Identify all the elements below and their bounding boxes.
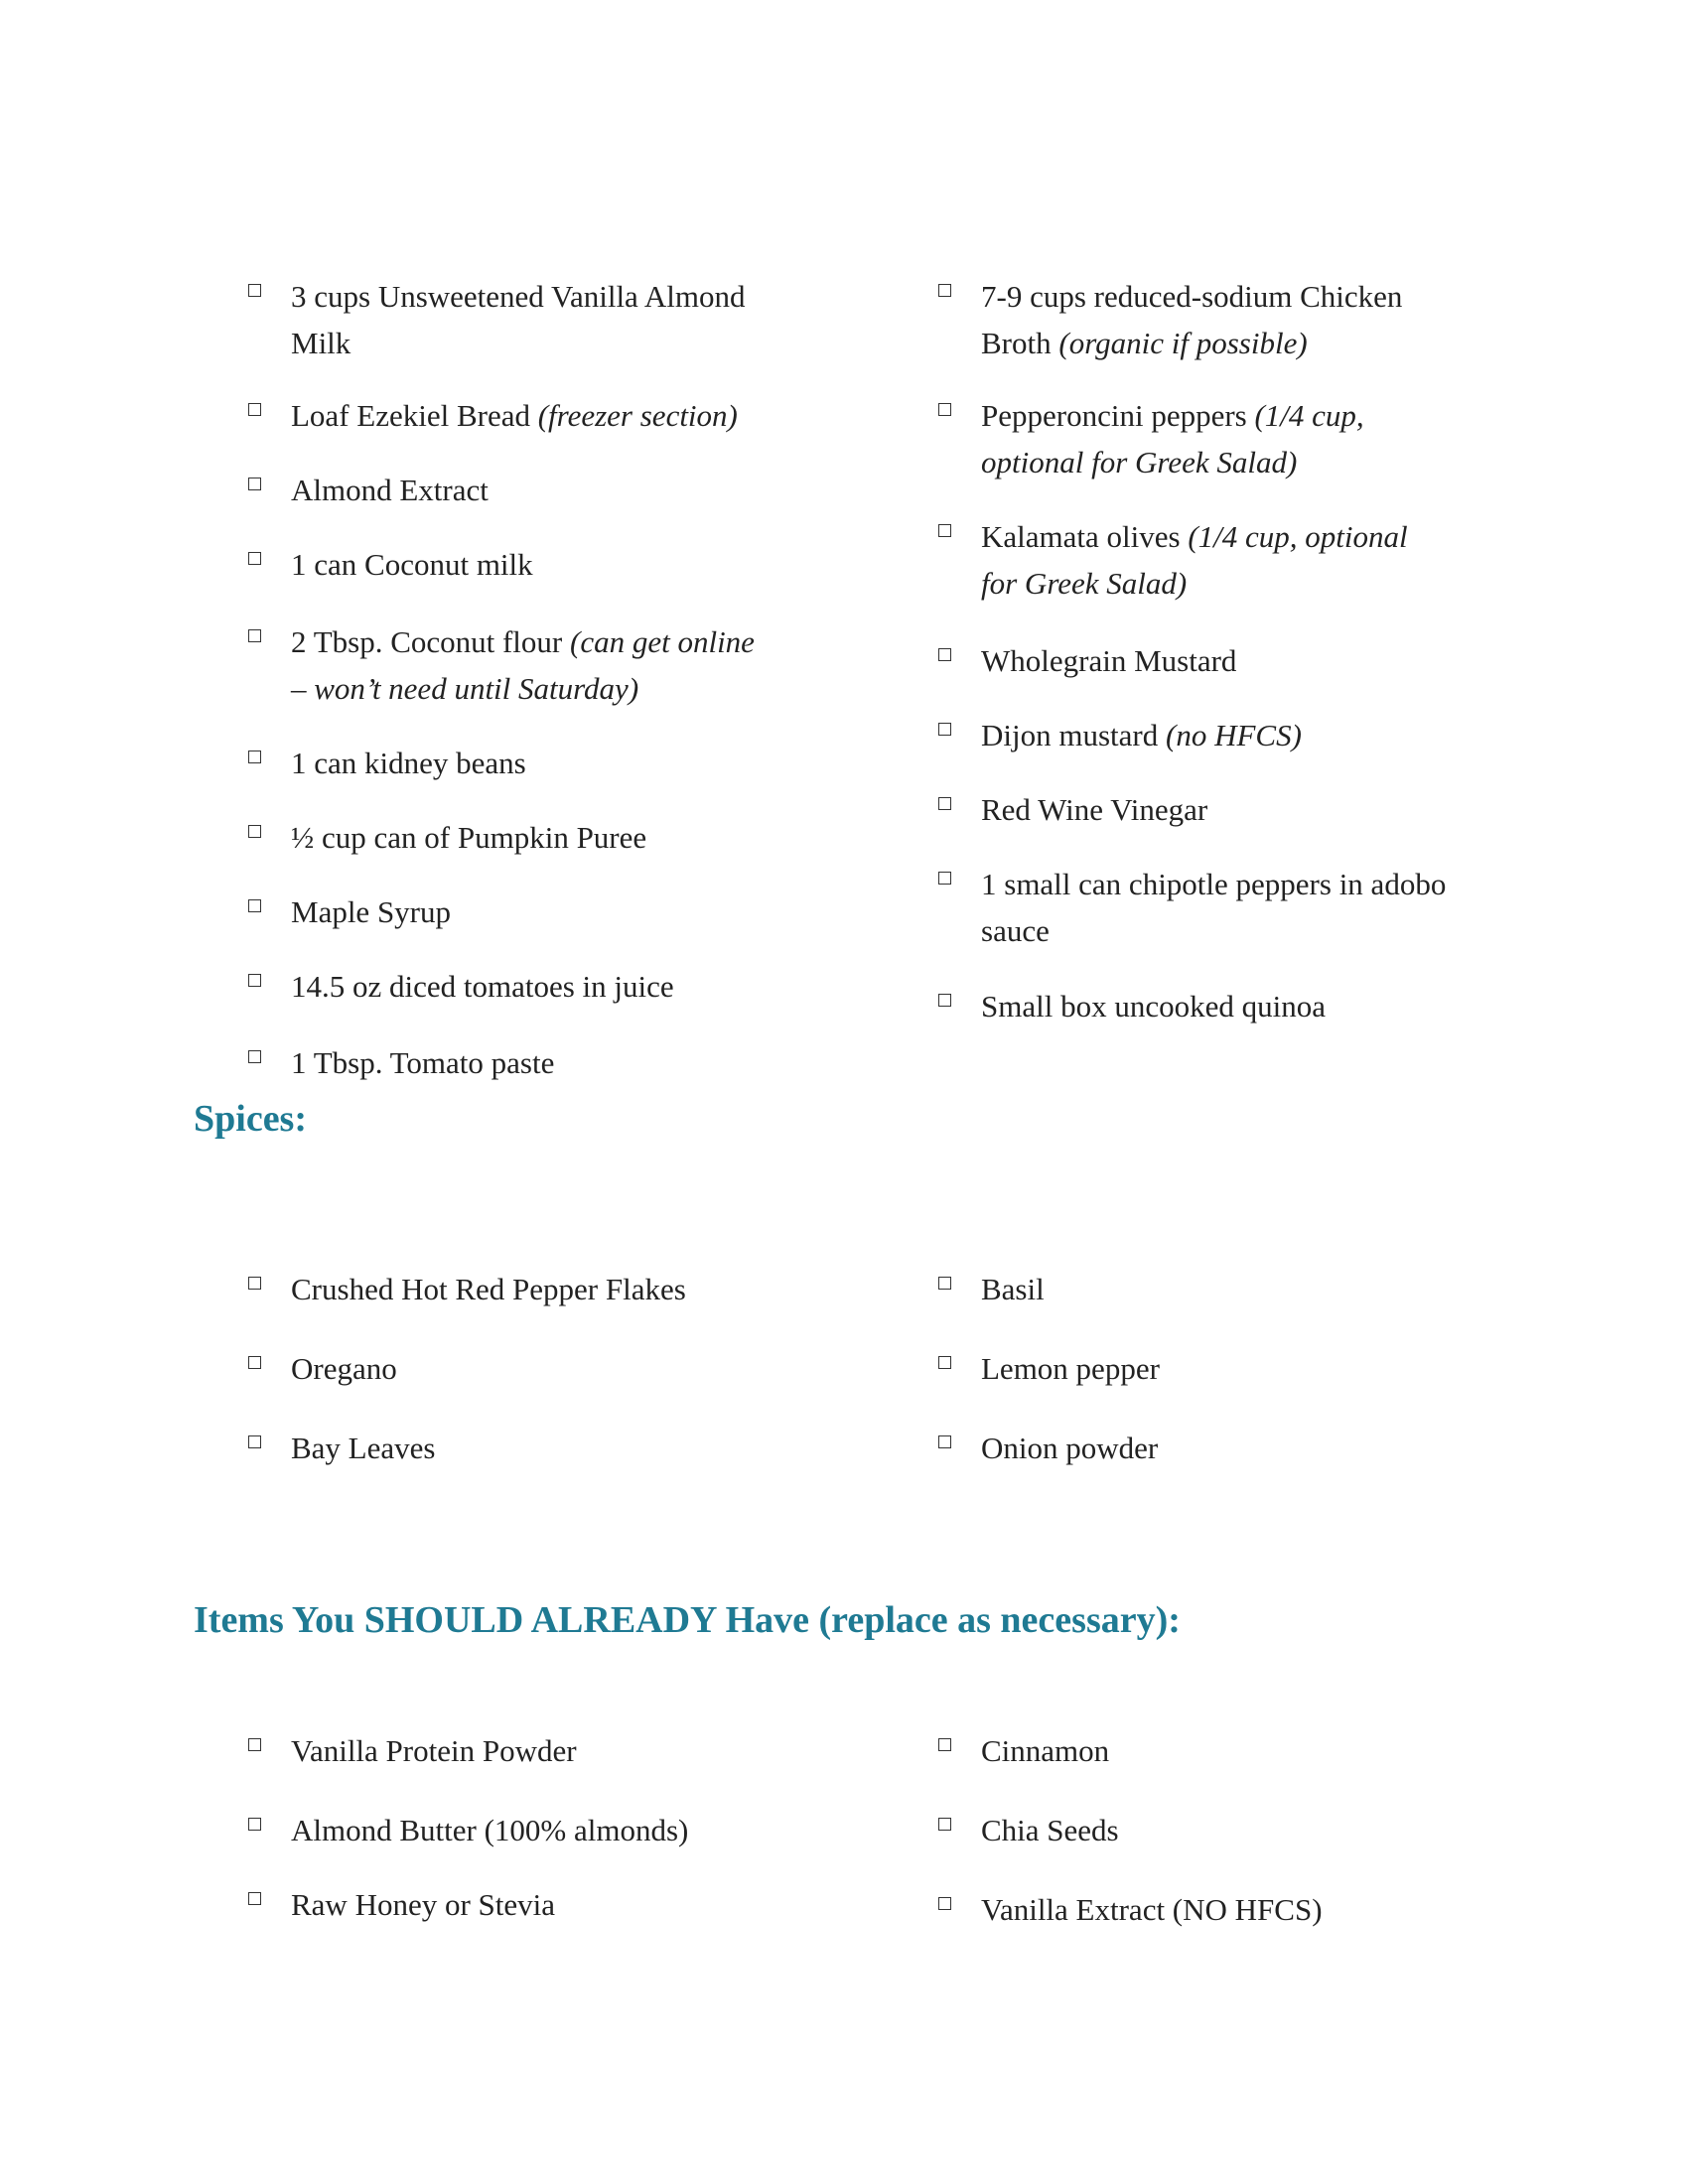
- item-label: Maple Syrup: [291, 894, 452, 929]
- item-label: Basil: [981, 1272, 1045, 1306]
- item-label: ½ cup can of Pumpkin Puree: [291, 820, 647, 855]
- item-label: Almond Extract: [291, 473, 489, 507]
- checkbox[interactable]: [248, 974, 261, 987]
- item-label: Kalamata olives (1/4 cup, optional for Greek Salad): [981, 519, 1408, 601]
- list-item: [938, 1266, 1045, 1312]
- item-label: Wholegrain Mustard: [981, 643, 1237, 678]
- checkbox[interactable]: [248, 1356, 261, 1369]
- list-item: [938, 861, 1446, 954]
- item-label: Pepperoncini peppers (1/4 cup, optional for Greek Salad): [981, 398, 1364, 479]
- item-label: 2 Tbsp. Coconut flour (can get online – won’t need until Saturday): [291, 624, 755, 706]
- item-label: 1 can Coconut milk: [291, 547, 533, 582]
- checkbox[interactable]: [938, 1897, 951, 1910]
- list-item: [938, 513, 1408, 607]
- checkbox[interactable]: [938, 1435, 951, 1448]
- checkbox[interactable]: [248, 1277, 261, 1290]
- checkbox[interactable]: [938, 403, 951, 416]
- checkbox[interactable]: [938, 524, 951, 537]
- item-label: Dijon mustard (no HFCS): [981, 718, 1302, 752]
- checkbox[interactable]: [248, 899, 261, 912]
- checkbox[interactable]: [938, 872, 951, 885]
- checkbox[interactable]: [248, 751, 261, 763]
- list-item: [248, 618, 755, 712]
- list-item: [938, 273, 1402, 366]
- checkbox[interactable]: [248, 1435, 261, 1448]
- item-label: Vanilla Protein Powder: [291, 1733, 577, 1768]
- list-item: [938, 1807, 1119, 1853]
- checkbox[interactable]: [248, 284, 261, 297]
- already-have-heading: Items You SHOULD ALREADY Have (replace as necessary):: [194, 1599, 1181, 1641]
- checkbox[interactable]: [938, 1818, 951, 1831]
- item-label: Lemon pepper: [981, 1351, 1160, 1386]
- item-label: Raw Honey or Stevia: [291, 1887, 556, 1922]
- item-label: Almond Butter (100% almonds): [291, 1813, 689, 1847]
- checkbox[interactable]: [938, 1277, 951, 1290]
- checkbox[interactable]: [248, 1050, 261, 1063]
- checkbox[interactable]: [248, 478, 261, 490]
- list-item: [248, 1727, 577, 1774]
- checkbox[interactable]: [938, 648, 951, 661]
- list-item: [938, 1425, 1158, 1471]
- checkbox[interactable]: [248, 1818, 261, 1831]
- list-item: [248, 814, 646, 861]
- list-item: [938, 712, 1302, 758]
- list-item: [938, 1345, 1160, 1392]
- item-label: 1 Tbsp. Tomato paste: [291, 1045, 555, 1080]
- checkbox[interactable]: [938, 284, 951, 297]
- checkbox[interactable]: [938, 994, 951, 1007]
- checkbox[interactable]: [248, 1738, 261, 1751]
- item-label: Small box uncooked quinoa: [981, 989, 1326, 1024]
- item-label: Onion powder: [981, 1431, 1159, 1465]
- item-label: Crushed Hot Red Pepper Flakes: [291, 1272, 686, 1306]
- checkbox[interactable]: [938, 723, 951, 736]
- list-item: [938, 392, 1364, 485]
- checkbox[interactable]: [248, 1892, 261, 1905]
- checkbox[interactable]: [248, 552, 261, 565]
- checkbox[interactable]: [248, 403, 261, 416]
- list-item: [938, 1727, 1109, 1774]
- item-label: 14.5 oz diced tomatoes in juice: [291, 969, 674, 1004]
- checkbox[interactable]: [938, 797, 951, 810]
- checkbox[interactable]: [938, 1356, 951, 1369]
- list-item: [248, 888, 451, 935]
- list-item: [938, 786, 1207, 833]
- item-label: Bay Leaves: [291, 1431, 436, 1465]
- item-label: Vanilla Extract (NO HFCS): [981, 1892, 1323, 1927]
- item-label: Loaf Ezekiel Bread (freezer section): [291, 398, 738, 433]
- list-item: [248, 963, 674, 1010]
- item-label: Oregano: [291, 1351, 397, 1386]
- list-item: [248, 1881, 555, 1928]
- item-label: Cinnamon: [981, 1733, 1110, 1768]
- list-item: [248, 1266, 686, 1312]
- checkbox[interactable]: [248, 629, 261, 642]
- item-label: Red Wine Vinegar: [981, 792, 1208, 827]
- list-item: [248, 467, 489, 513]
- list-item: [248, 1039, 554, 1086]
- item-label: 1 can kidney beans: [291, 746, 526, 780]
- list-item: [938, 983, 1326, 1029]
- item-label: Chia Seeds: [981, 1813, 1119, 1847]
- list-item: [248, 1425, 435, 1471]
- list-item: [248, 541, 533, 588]
- list-item: [248, 273, 745, 366]
- list-item: [938, 1886, 1323, 1933]
- item-label: 3 cups Unsweetened Vanilla Almond Milk: [291, 279, 746, 360]
- checkbox[interactable]: [938, 1738, 951, 1751]
- item-label: 7-9 cups reduced-sodium Chicken Broth (organic if possible): [981, 279, 1403, 360]
- list-item: [248, 1345, 397, 1392]
- list-item: [248, 392, 738, 439]
- item-label: 1 small can chipotle peppers in adobo sauce: [981, 867, 1447, 948]
- list-item: [248, 1807, 688, 1853]
- spices-heading: Spices:: [194, 1098, 307, 1140]
- list-item: [248, 740, 526, 786]
- checkbox[interactable]: [248, 825, 261, 838]
- list-item: [938, 637, 1236, 684]
